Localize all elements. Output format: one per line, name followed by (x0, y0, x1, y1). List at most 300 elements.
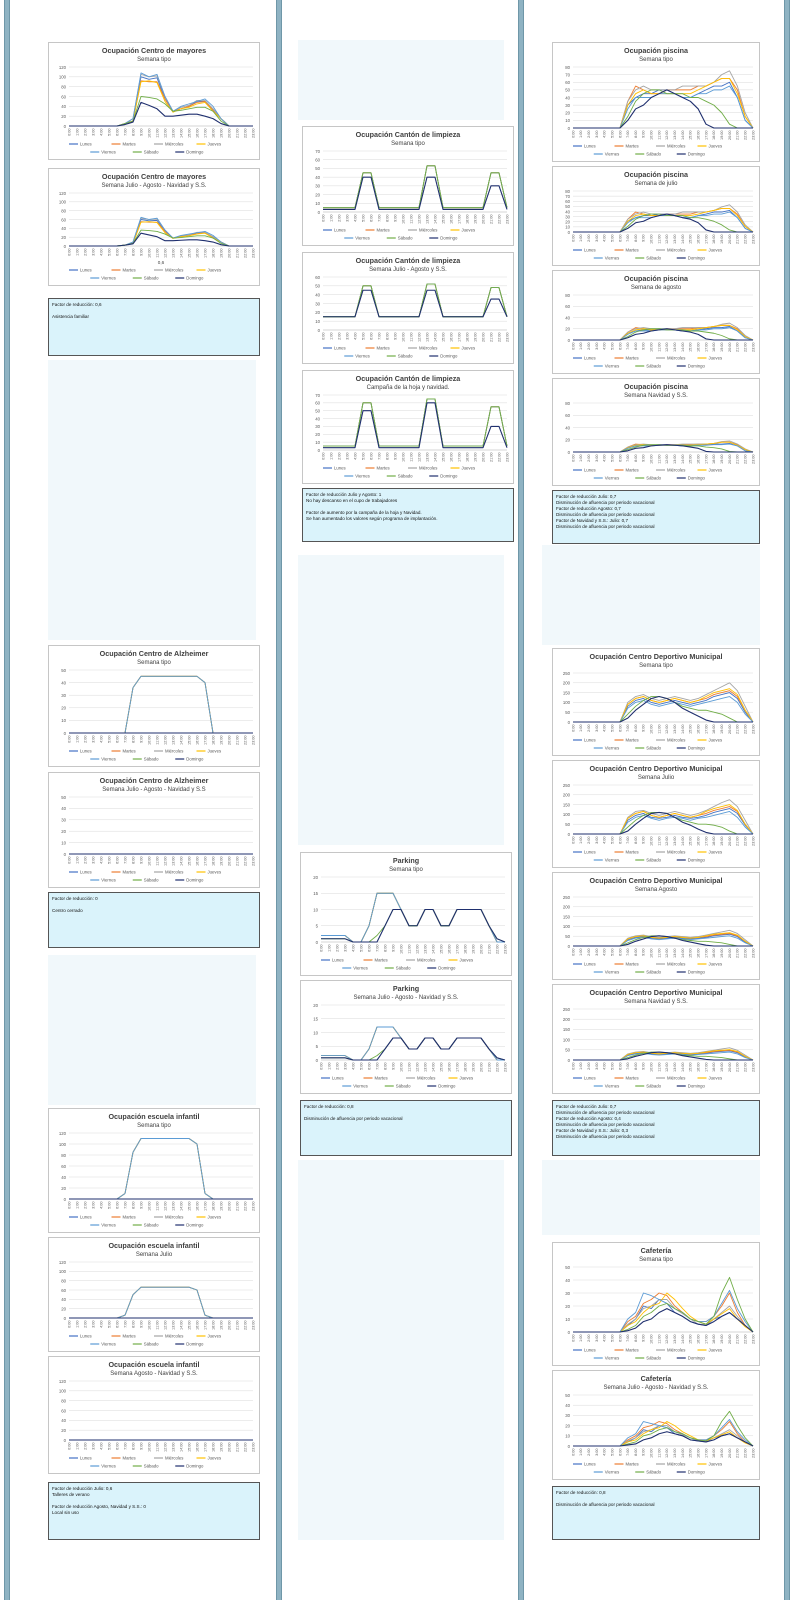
x-tick-label: 1:00 (327, 944, 332, 952)
x-tick-label: 23:00 (751, 836, 756, 847)
x-tick-label: 11:00 (657, 342, 662, 352)
y-tick-label: 10 (565, 118, 570, 124)
x-tick-label: 22:00 (243, 1320, 248, 1331)
x-tick-label: 3:00 (345, 214, 350, 222)
series-line (69, 97, 253, 127)
y-tick-label: 60 (61, 217, 66, 223)
x-tick-label: 2:00 (337, 452, 342, 460)
x-tick-label: 5:00 (610, 130, 615, 138)
x-tick-label: 19:00 (219, 735, 224, 746)
x-tick-label: 18:00 (465, 214, 470, 225)
y-tick-label: 10 (61, 840, 66, 846)
x-tick-label: 8:00 (633, 836, 638, 844)
x-tick-label: 5:00 (610, 836, 615, 844)
x-tick-label: 17:00 (203, 856, 208, 867)
x-tick-label: 12:00 (163, 248, 168, 259)
x-tick-label: 8:00 (383, 1062, 388, 1070)
x-tick-label: 9:00 (641, 836, 646, 844)
series-line (323, 399, 507, 446)
legend-label: Lunes (80, 1333, 92, 1339)
x-tick-label: 3:00 (91, 1442, 96, 1450)
x-tick-label: 4:00 (353, 452, 358, 460)
legend-label: Domingo (440, 353, 458, 359)
x-tick-label: 15:00 (688, 454, 693, 465)
x-tick-label: 3:00 (91, 735, 96, 743)
chart-svg (553, 985, 759, 1093)
x-tick-label: 11:00 (155, 856, 160, 866)
x-tick-label: 22:00 (743, 130, 748, 141)
x-tick-label: 7:00 (626, 1334, 631, 1342)
legend-label: Viernes (604, 745, 620, 751)
y-tick-label: 70 (565, 193, 570, 199)
x-tick-label: 20:00 (481, 214, 486, 225)
x-tick-label: 20:00 (727, 948, 732, 959)
series-line (323, 284, 507, 317)
chart-deportivo-julio (552, 760, 760, 868)
x-tick-label: 6:00 (618, 130, 623, 138)
y-tick-label: 100 (58, 74, 66, 80)
x-tick-label: 10:00 (147, 248, 152, 259)
legend-label: Viernes (101, 275, 116, 281)
x-tick-label: 23:00 (751, 342, 756, 353)
x-tick-label: 13:00 (673, 724, 678, 735)
x-tick-label: 22:00 (243, 1442, 248, 1453)
x-tick-label: 8:00 (131, 735, 136, 743)
y-tick-label: 0 (567, 831, 570, 837)
legend-label: Lunes (80, 267, 92, 273)
legend-label: Sábado (646, 255, 662, 261)
chart-title: Ocupación Cantón de limpieza (355, 130, 461, 139)
x-tick-label: 7:00 (626, 836, 631, 844)
note-line: Disminución de afluencia por periodo vacacional (556, 1122, 655, 1127)
x-tick-label: 12:00 (417, 214, 422, 225)
x-tick-label: 0:00 (571, 724, 576, 732)
chart-svg (301, 853, 511, 975)
x-tick-label: 3:00 (345, 332, 350, 340)
x-tick-label: 15:00 (688, 1448, 693, 1459)
x-tick-label: 11:00 (155, 248, 160, 258)
x-tick-label: 17:00 (203, 735, 208, 746)
y-tick-label: 200 (562, 680, 570, 686)
y-tick-label: 50 (565, 934, 570, 939)
series-line (69, 73, 253, 126)
x-tick-label: 16:00 (696, 1448, 701, 1459)
x-tick-label: 20:00 (481, 452, 486, 463)
x-tick-label: 18:00 (712, 342, 717, 353)
x-tick-label: 16:00 (696, 1062, 701, 1073)
page-separator-mid-right (518, 0, 524, 1600)
x-tick-label: 19:00 (719, 724, 724, 735)
x-tick-label: 2:00 (335, 1062, 340, 1070)
x-tick-label: 21:00 (735, 836, 740, 847)
y-tick-label: 30 (565, 214, 570, 220)
x-tick-label: 15:00 (439, 1062, 444, 1073)
y-tick-label: 120 (58, 190, 66, 196)
y-tick-label: 250 (562, 1006, 570, 1012)
legend-label: Sábado (646, 363, 662, 369)
blank-panel (298, 555, 504, 845)
chart-title: Ocupación Centro Deportivo Municipal (589, 652, 723, 661)
blank-panel (298, 1160, 504, 1540)
legend-label: Domingo (687, 1355, 705, 1361)
legend-label: Miércoles (667, 355, 686, 361)
x-tick-label: 2:00 (586, 454, 591, 462)
x-tick-label: 9:00 (393, 214, 398, 222)
x-tick-label: 15:00 (187, 856, 192, 867)
y-tick-label: 0 (63, 123, 66, 129)
x-tick-label: 19:00 (219, 128, 224, 139)
chart-title: Ocupación Centro de mayores (101, 46, 207, 55)
legend-label: Domingo (687, 1469, 705, 1475)
x-tick-label: 6:00 (115, 1442, 120, 1450)
legend-label: Lunes (584, 961, 596, 967)
x-tick-label: 14:00 (179, 248, 184, 259)
x-tick-label: 13:00 (673, 454, 678, 465)
x-tick-label: 23:00 (751, 1334, 756, 1345)
note-line: Asistencia familiar (52, 314, 90, 319)
legend-label: Lunes (334, 227, 346, 233)
x-tick-label: 13:00 (171, 1201, 176, 1212)
x-tick-label: 9:00 (641, 948, 646, 956)
x-tick-label: 11:00 (155, 735, 160, 745)
legend-label: Jueves (708, 737, 723, 743)
x-tick-label: 20:00 (727, 836, 732, 847)
chart-cafeteria-verano (552, 1370, 760, 1480)
x-tick-label: 21:00 (735, 454, 740, 465)
x-tick-label: 17:00 (455, 1062, 460, 1073)
legend-label: Martes (122, 748, 136, 754)
legend-label: Jueves (708, 247, 723, 253)
y-tick-label: 250 (562, 782, 570, 788)
x-tick-label: 6:00 (618, 724, 623, 732)
x-tick-label: 10:00 (649, 724, 654, 735)
legend-label: Viernes (604, 475, 620, 481)
legend-label: Domingo (687, 745, 705, 751)
chart-subtitle: Semana tipo (137, 57, 171, 63)
x-tick-label: 4:00 (99, 1201, 104, 1209)
legend-label: Jueves (708, 961, 723, 967)
series-line (323, 166, 507, 208)
x-tick-label: 8:00 (633, 454, 638, 462)
y-tick-label: 80 (61, 1152, 66, 1158)
legend-label: Martes (122, 267, 136, 273)
y-tick-label: 50 (565, 204, 570, 210)
legend-label: Jueves (708, 1461, 723, 1467)
x-tick-label: 16:00 (696, 234, 701, 245)
y-tick-label: 40 (61, 806, 66, 812)
x-tick-label: 8:00 (385, 452, 390, 460)
x-tick-label: 21:00 (235, 856, 240, 867)
x-tick-label: 16:00 (696, 454, 701, 465)
x-tick-label: 23:00 (505, 332, 510, 343)
blank-panel (542, 1160, 760, 1235)
y-tick-label: 80 (61, 1398, 66, 1404)
y-tick-label: 200 (562, 904, 570, 910)
x-tick-label: 0:00 (321, 452, 326, 460)
x-tick-label: 8:00 (633, 130, 638, 138)
x-tick-label: 7:00 (626, 130, 631, 138)
x-tick-label: 2:00 (83, 1320, 88, 1328)
legend-label: Viernes (101, 756, 116, 762)
x-tick-label: 9:00 (139, 1201, 144, 1209)
x-tick-label: 13:00 (673, 836, 678, 847)
legend-label: Viernes (604, 1355, 620, 1361)
legend-label: Miércoles (667, 961, 686, 967)
chart-subtitle: Semana de julio (634, 181, 678, 187)
note-line: Disminución de afluencia por periodo vacacional (304, 1116, 403, 1121)
y-tick-label: 0 (567, 337, 570, 343)
x-tick-label: 22:00 (743, 1334, 748, 1345)
x-tick-label: 17:00 (704, 454, 709, 465)
legend-label: Miércoles (667, 737, 686, 743)
legend-label: Martes (122, 141, 136, 147)
y-tick-label: 80 (565, 292, 570, 298)
x-tick-label: 22:00 (497, 332, 502, 343)
x-tick-label: 0:00 (67, 856, 72, 864)
series-line (573, 329, 753, 340)
x-tick-label: 0:00 (67, 128, 72, 136)
series-line (573, 1411, 753, 1446)
x-tick-label: 10:00 (649, 836, 654, 847)
note-line: Factor de Navidad y S.S.: Julio: 0,3 (556, 1128, 629, 1133)
series-line (69, 1287, 253, 1318)
x-tick-label: 9:00 (391, 944, 396, 952)
legend-label: Martes (374, 1075, 388, 1081)
y-tick-label: 50 (565, 1392, 570, 1398)
legend-label: Viernes (353, 965, 368, 971)
note-line: Factor de reducción Agosto, Navidad y S.S.: 0 (52, 1504, 146, 1509)
y-tick-label: 80 (565, 400, 570, 406)
y-tick-label: 0 (315, 939, 318, 945)
x-tick-label: 10:00 (649, 342, 654, 353)
x-tick-label: 21:00 (489, 214, 494, 225)
x-tick-label: 6:00 (367, 1062, 372, 1070)
chart-subtitle: Semana Julio (135, 1252, 173, 1258)
series-line (573, 1309, 753, 1332)
legend-label: Miércoles (667, 849, 686, 855)
x-tick-label: 22:00 (743, 1448, 748, 1459)
y-tick-label: 40 (315, 416, 320, 422)
x-tick-label: 21:00 (735, 1448, 740, 1459)
y-tick-label: 70 (315, 148, 320, 154)
y-tick-label: 5 (315, 923, 318, 929)
x-tick-label: 9:00 (641, 1334, 646, 1342)
x-tick-label: 22:00 (743, 724, 748, 735)
legend-label: Sábado (646, 475, 662, 481)
x-tick-label: 16:00 (195, 1442, 200, 1453)
y-tick-label: 0 (567, 943, 570, 949)
x-tick-label: 6:00 (369, 332, 374, 340)
series-line (321, 1027, 505, 1060)
x-tick-label: 1:00 (75, 1201, 80, 1209)
legend-label: Viernes (604, 1083, 620, 1089)
y-tick-label: 0 (567, 1443, 570, 1449)
y-tick-label: 0 (63, 1196, 66, 1202)
x-tick-label: 16:00 (696, 342, 701, 353)
x-tick-label: 19:00 (473, 452, 478, 463)
y-tick-label: 20 (565, 437, 570, 443)
y-tick-label: 200 (562, 792, 570, 798)
x-tick-label: 20:00 (227, 1201, 232, 1212)
x-tick-label: 7:00 (123, 248, 128, 256)
x-tick-label: 7:00 (123, 1442, 128, 1450)
legend-label: Sábado (395, 965, 411, 971)
x-tick-label: 11:00 (657, 1334, 662, 1344)
series-line (573, 208, 753, 232)
x-tick-label: 3:00 (594, 1334, 599, 1342)
y-tick-label: 200 (562, 1017, 570, 1022)
y-tick-label: 30 (565, 1413, 570, 1419)
chart-svg (49, 1238, 259, 1351)
x-tick-label: 16:00 (447, 944, 452, 955)
legend-label: Jueves (459, 957, 474, 963)
x-tick-label: 5:00 (107, 735, 112, 743)
x-tick-label: 14:00 (433, 214, 438, 225)
series-line (323, 399, 507, 446)
x-tick-label: 3:00 (594, 1448, 599, 1456)
x-tick-label: 4:00 (351, 944, 356, 952)
x-tick-label: 4:00 (99, 1320, 104, 1328)
x-tick-label: 1:00 (579, 948, 584, 956)
note-escuela-infantil (48, 1482, 260, 1540)
series-line (323, 284, 507, 317)
x-tick-label: 10:00 (649, 130, 654, 141)
chart-canton-limpieza-semana-tipo (302, 126, 514, 246)
x-tick-label: 11:00 (657, 454, 662, 464)
y-tick-label: 150 (562, 690, 570, 696)
x-tick-label: 19:00 (473, 214, 478, 225)
y-tick-label: 250 (562, 894, 570, 900)
y-tick-label: 100 (562, 700, 570, 706)
x-tick-label: 15:00 (439, 944, 444, 955)
x-tick-label: 22:00 (743, 948, 748, 959)
x-tick-label: 9:00 (641, 1448, 646, 1456)
series-line (321, 1027, 505, 1060)
legend-label: Jueves (207, 1455, 222, 1461)
x-tick-label: 23:00 (751, 1448, 756, 1459)
x-tick-label: 21:00 (735, 130, 740, 141)
legend-label: Sábado (646, 151, 662, 157)
x-tick-label: 21:00 (735, 342, 740, 353)
legend-label: Lunes (80, 869, 92, 875)
x-tick-label: 23:00 (751, 724, 756, 735)
chart-canton-limpieza-campana (302, 370, 514, 484)
x-tick-label: 19:00 (219, 1320, 224, 1331)
x-tick-label: 9:00 (393, 452, 398, 460)
x-tick-label: 20:00 (727, 342, 732, 353)
x-tick-label: 12:00 (665, 234, 670, 245)
x-tick-label: 0:00 (67, 248, 72, 256)
legend-label: Sábado (397, 353, 413, 359)
legend-label: Martes (625, 1461, 639, 1467)
note-line: Talleres de verano (52, 1492, 90, 1497)
chart-title: Ocupación piscina (624, 274, 688, 283)
legend-label: Viernes (604, 1469, 620, 1475)
legend-label: Sábado (646, 1355, 662, 1361)
x-tick-label: 15:00 (187, 1320, 192, 1331)
x-tick-label: 0:00 (571, 342, 576, 350)
x-tick-label: 20:00 (727, 1062, 732, 1073)
x-tick-label: 13:00 (673, 1334, 678, 1345)
legend-label: Domingo (440, 235, 458, 241)
note-line: Factor de reducción: 0,8 (556, 1490, 606, 1495)
series-line (321, 893, 505, 942)
chart-svg (303, 371, 513, 483)
x-tick-label: 19:00 (719, 234, 724, 245)
legend-label: Sábado (397, 473, 413, 479)
y-tick-label: 20 (61, 1427, 66, 1433)
x-tick-label: 0:00 (571, 1448, 576, 1456)
legend-label: Viernes (355, 235, 370, 241)
x-tick-label: 11:00 (657, 234, 662, 244)
note-line: Disminución de afluencia por periodo vacacional (556, 1134, 655, 1139)
x-tick-label: 18:00 (712, 948, 717, 959)
y-tick-label: 5 (315, 1044, 318, 1050)
x-tick-label: 6:00 (115, 248, 120, 256)
y-tick-label: 20 (565, 1423, 570, 1429)
x-tick-label: 1:00 (329, 452, 334, 460)
legend-label: Martes (122, 869, 136, 875)
series-line (321, 1027, 505, 1060)
y-tick-label: 50 (565, 1264, 570, 1270)
x-tick-label: 0:00 (67, 1320, 72, 1328)
x-tick-label: 17:00 (203, 1320, 208, 1331)
x-tick-label: 4:00 (351, 1062, 356, 1070)
chart-title: Ocupación piscina (624, 170, 688, 179)
legend-label: Viernes (355, 473, 370, 479)
x-tick-label: 8:00 (633, 342, 638, 350)
x-tick-label: 7:00 (123, 1320, 128, 1328)
x-tick-label: 17:00 (704, 130, 709, 141)
x-tick-label: 23:00 (251, 1201, 256, 1212)
chart-title: Ocupación Centro Deportivo Municipal (589, 876, 723, 885)
x-tick-label: 1:00 (75, 248, 80, 256)
x-tick-label: 6:00 (618, 454, 623, 462)
x-tick-label: 3:00 (343, 1062, 348, 1070)
x-tick-label: 14:00 (680, 130, 685, 141)
x-tick-label: 17:00 (704, 724, 709, 735)
legend-label: Viernes (604, 363, 620, 369)
note-line: Factor de reducción: 0,8 (304, 1104, 354, 1109)
x-tick-label: 13:00 (425, 332, 430, 343)
x-tick-label: 23:00 (751, 948, 756, 959)
x-tick-label: 7:00 (123, 856, 128, 864)
legend-label: Miércoles (417, 957, 436, 963)
y-tick-label: 150 (562, 1027, 570, 1033)
legend-label: Miércoles (165, 141, 184, 147)
y-tick-label: 60 (565, 199, 570, 205)
chart-deportivo-navidad (552, 984, 760, 1094)
x-tick-label: 8:00 (383, 944, 388, 952)
x-tick-label: 14:00 (680, 342, 685, 353)
x-tick-label: 6:00 (115, 128, 120, 136)
x-tick-label: 1:00 (579, 1448, 584, 1456)
blank-panel (48, 955, 256, 1105)
note-line: Factor de reducción Agosto: 0,4 (556, 1116, 621, 1121)
x-tick-label: 21:00 (235, 735, 240, 746)
x-tick-label: 14:00 (680, 454, 685, 465)
legend-label: Jueves (207, 869, 222, 875)
legend-label: Sábado (143, 149, 159, 155)
series-line (323, 399, 507, 446)
series-line (323, 166, 507, 208)
y-tick-label: 40 (61, 1418, 66, 1424)
y-tick-label: 40 (61, 1174, 66, 1180)
x-tick-label: 7:00 (626, 234, 631, 242)
x-tick-label: 2:00 (586, 724, 591, 732)
chart-centro-mayores-verano (48, 168, 260, 286)
x-tick-label: 6:00 (618, 836, 623, 844)
